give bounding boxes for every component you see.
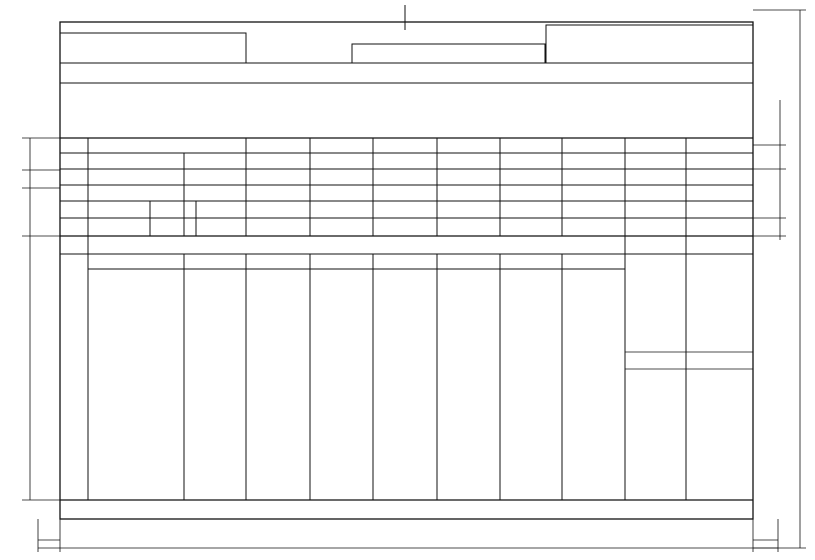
form-frame: [0, 0, 815, 560]
